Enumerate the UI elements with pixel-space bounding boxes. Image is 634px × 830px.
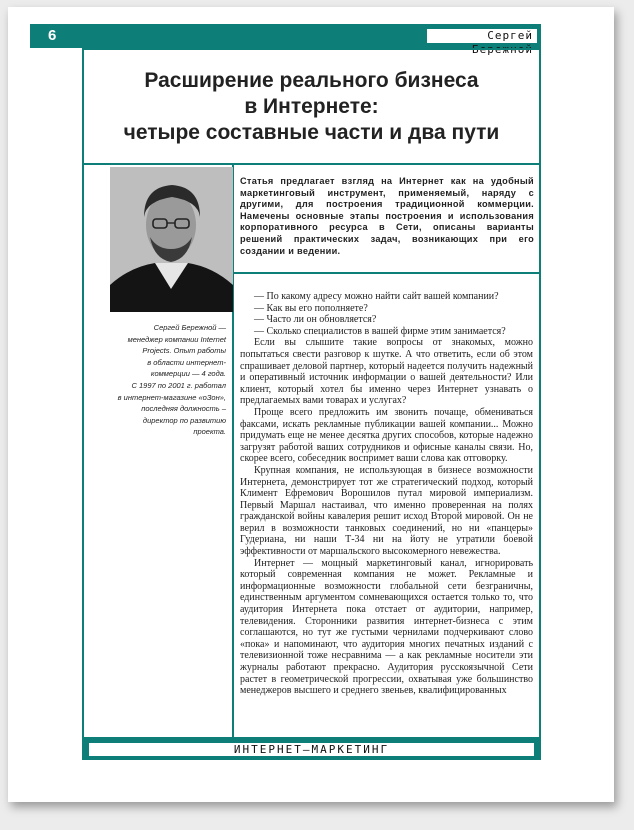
portrait-image	[110, 167, 233, 312]
lead-text: Статья предлагает взгляд на Интернет как на удобный маркетинговый инструмент, применяемый, наряду с другими, для построения традиционной коммерции. Намечены основные этапы построения и использования корпоративного ресурса в Сети, описаны варианты решений практических задач, возникающих при его создании и ведении.	[240, 176, 534, 256]
body-paragraph: Крупная компания, не использующая в бизнесе возможности Интернета, демонстрирует тот же стратегический подход, который Климент Ефремович Ворошилов путал мировой империализм. Первый Маршал настаивал, что именно проверенная на полях гражданской войны кавалерия решит исход Второй мировой. Он не верил в возможности танковых соединений, но ни «панцеры» Гудериана, ни наши Т-34 ни на йоту не утратили боевой эффективности от маршальского высокомерного невежества.	[240, 464, 533, 558]
title-line: в Интернете:	[244, 95, 379, 118]
body-paragraph: Проще всего предложить им звонить почаще, обмениваться факсами, искать рекламные публикации вашей компании... Можно придумать еще не менее десятка других способов, которые надежно загрузят работой ваших сотрудников и офисные каналы связи. Но, скорее всего, собеседник воспримет ваши слова как отговорку.	[240, 406, 533, 465]
footer-bar	[82, 739, 541, 760]
caption-line: в интернет-магазине «oЗон»,	[117, 392, 226, 402]
article-title	[86, 68, 537, 146]
caption-line: директор по развитию	[142, 415, 226, 425]
author-caption	[86, 322, 226, 438]
caption-line: в области интернет-	[147, 357, 226, 367]
title-line: Расширение реального бизнеса	[144, 69, 479, 92]
author-photo	[110, 167, 233, 312]
page-number: 6	[30, 24, 82, 48]
lead-divider	[233, 272, 541, 274]
caption-line: С 1997 по 2001 г. работал	[131, 380, 226, 390]
section-name: ИНТЕРНЕТ–МАРКЕТИНГ	[89, 743, 534, 756]
divider	[82, 163, 541, 165]
caption-line: менеджер компании Internet	[127, 334, 226, 344]
header-bar	[82, 24, 541, 56]
title-line: четыре составные части и два пути	[123, 121, 500, 144]
caption-line: коммерции — 4 года.	[150, 369, 226, 379]
caption-line: Сергей Бережной —	[153, 323, 226, 332]
question-line: — Часто ли он обновляется?	[254, 314, 377, 326]
body-paragraph: Если вы слышите такие вопросы от знакомых, можно попытаться свести разговор к шутке. А что ответить, если об этом спрашивает деловой партнер, который надеется получить надежный и оперативный источник информации о вашей деятельности? Или клиент, который хотел бы именно через Интернет узнавать о предлагаемых вами товарах и услугах?	[240, 337, 533, 407]
caption-line: Projects. Опыт работы	[142, 346, 226, 356]
question-line: — Как вы его пополняете?	[254, 302, 368, 314]
question-line: — Сколько специалистов в вашей фирме этим занимается?	[254, 325, 506, 337]
author-header: Сергей Бережной	[427, 29, 537, 43]
question-line: — По какому адресу можно найти сайт вашей компании?	[254, 291, 499, 302]
caption-line: последняя должность –	[141, 404, 226, 414]
lead-paragraph	[240, 176, 534, 257]
caption-line: проекта.	[193, 427, 226, 437]
body-paragraph: Интернет — мощный маркетинговый канал, игнорировать который современная компания не может. Рекламные и информационные возможности глобальной сети безграничны, единственным аргументом сомневающихся остается только то, что аудитория Интернета пока отстает от аудитории, например, телевидения. Сторонники развития интернет-бизнеса с этим соглашаются, но тут же густыми чернилами подчеркивают слово «пока» и напоминают, что аудитория многих печатных изданий с телевизионной тоже несравнима — а как рекламные носители эти журналы работают прекрасно. Аудитория русскоязычной Сети растет в геометрической прогрессии, охватывая уже большинство менеджеров высшего и среднего звеньев, квалифицированных	[240, 557, 533, 697]
article-body	[240, 291, 533, 697]
